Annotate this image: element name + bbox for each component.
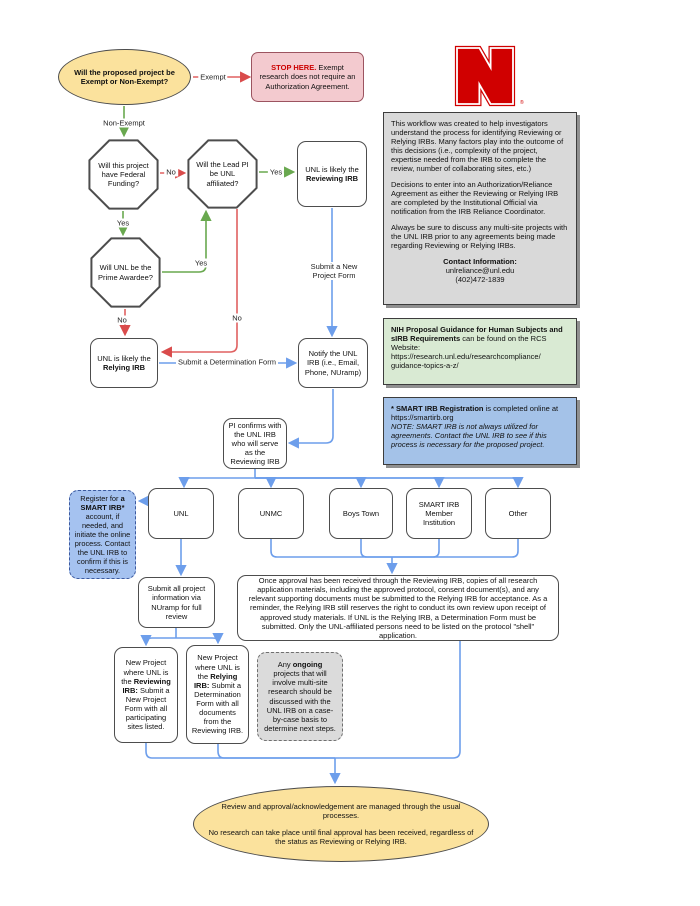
approval-note-node: [237, 575, 559, 641]
ongoing-rest: projects that will involve multi-site research should be discussed with the UNL IRB on a case-by-case basis to determine next steps.: [264, 669, 336, 733]
edge-label-exempt: Exempt: [200, 72, 226, 82]
reviewing-irb-pre: UNL is likely the: [305, 164, 359, 174]
edge-label-non-exempt: Non-Exempt: [103, 118, 145, 128]
contact-phone: (402)472-1839: [455, 275, 505, 284]
ongoing-projects-note: [257, 652, 343, 741]
federal-funding-decision: [88, 139, 159, 210]
approval-note-text: Once approval has been received through the Reviewing IRB, copies of all research application materials, including the approved protocol, consent document(s), and any relevant supporting documents must be submitted to the Relying IRB for acceptance. As a reminder, the Relying IRB still reserves the right to conduct its own review upon receipt of approved study materials. If UNL is the Relying IRB, a Determination Form must be submitted. Only the UNL-affiliated persons need to be listed on the protocol "shell" application.: [248, 576, 548, 640]
smart-irb-url: https://smartirb.org: [391, 413, 454, 422]
ongoing-projects-text: [264, 660, 336, 733]
nebraska-n-icon: [450, 44, 520, 108]
info-paragraph-2: Decisions to enter into an Authorization/Reliance Agreement as either the Reviewing or Relying IRB are completed by the Institutional Official via notification from the IRB Reliance Coordinator.: [391, 180, 559, 216]
nprel-rest: Submit a Determination Form with all documents from the Reviewing IRB.: [191, 680, 244, 736]
reviewing-irb-label: [302, 165, 362, 183]
edge-label-yes-federal: Yes: [116, 218, 130, 228]
edge-label-submit-new-project: Submit a New Project Form: [305, 262, 363, 280]
nih-url-line2: guidance-topics-a-z/: [391, 361, 459, 370]
institution-boys-town-label: Boys Town: [342, 508, 380, 518]
relying-irb-label: [95, 354, 153, 372]
notify-unl-irb-node: [298, 338, 368, 388]
contact-email: unlreliance@unl.edu: [445, 266, 515, 275]
relying-irb-pre: UNL is likely the: [97, 353, 151, 363]
federal-funding-label: Will this project have Federal Funding?: [98, 160, 149, 189]
register-pre: Register for: [80, 493, 121, 503]
start-node: [58, 49, 191, 105]
reviewing-irb-node: [297, 141, 367, 207]
final-line1: Review and approval/acknowledgement are managed through the usual processes.: [221, 802, 461, 821]
lead-pi-label: Will the Lead PI be UNL affiliated?: [196, 160, 249, 188]
info-paragraph-3: Always be sure to discuss any multi-site projects with the UNL IRB prior to any agreements being made regarding Reviewing or Relying IRBs.: [391, 223, 568, 250]
smart-irb-bold: * SMART IRB Registration: [391, 404, 484, 413]
ongoing-pre: Any: [277, 659, 293, 669]
new-project-reviewing-node: [114, 647, 178, 743]
final-node-text: [206, 802, 476, 846]
new-project-relying-text: [191, 653, 244, 735]
institution-other: [485, 488, 551, 539]
institution-unl-label: UNL: [173, 508, 189, 518]
registered-trademark-mark: ®: [520, 100, 524, 106]
edge-label-no-lead: No: [232, 313, 242, 323]
edge-label-yes-lead: Yes: [269, 167, 283, 177]
institution-smart-irb-label: SMART IRB Member Institution: [418, 499, 460, 528]
nih-guidance-bold: NIH Proposal Guidance for Human Subjects and sIRB Requirements: [391, 325, 563, 343]
stop-here-rest: Exempt research does not require an Authorization Agreement.: [259, 63, 356, 91]
smart-irb-text: [391, 404, 569, 413]
reviewing-irb-bold: Reviewing IRB: [305, 174, 359, 183]
nprel-bold: Relying IRB:: [193, 671, 238, 690]
nih-guidance-text: [391, 325, 569, 352]
final-node: [193, 786, 489, 862]
relying-irb-bold: Relying IRB: [102, 363, 146, 372]
smart-irb-note: NOTE: SMART IRB is not always utilized for agreements. Contact the UNL IRB to see if this process is necessary for the proposed project.: [391, 422, 547, 449]
edge-label-no-federal: No: [166, 167, 176, 177]
institution-unmc-label: UNMC: [259, 508, 283, 518]
smart-irb-rest: is completed online at: [483, 404, 559, 413]
stop-here-label: [258, 63, 357, 90]
register-rest: account, if needed, and initiate the online process. Contact the UNL IRB to confirm if this is necessary.: [74, 511, 131, 576]
final-line2: No research can take place until final approval has been received, regardless of the status as Reviewing or Relying IRB.: [208, 827, 474, 846]
contact-heading: Contact Information:: [443, 257, 517, 266]
stop-here-bold: STOP HERE.: [271, 63, 317, 73]
notify-unl-irb-label: Notify the UNL IRB (i.e., Email, Phone, NUramp): [304, 349, 362, 377]
institution-boys-town: [329, 488, 393, 539]
register-smart-irb-note: [69, 490, 136, 579]
edge-label-submit-determination: Submit a Determination Form: [178, 357, 276, 367]
pi-confirms-label: PI confirms with the UNL IRB who will serve as the Reviewing IRB: [228, 420, 282, 467]
pi-confirms-node: [223, 418, 287, 469]
prime-awardee-decision: [90, 237, 161, 308]
nih-guidance-rest: can be found on the RCS Website:: [391, 334, 547, 352]
register-bold: a SMART IRB*: [80, 493, 125, 512]
npr-rest: Submit a New Project Form with all participating sites listed.: [124, 685, 170, 732]
info-paragraph-1: This workflow was created to help investigators understand the process for identifying Reviewing or Relying IRBs. Many factors play into the outcome of this decisions (i.e., complexity of the project, expertise needed from the IRB to complete the review, number of collaborating sites, etc.): [391, 119, 564, 173]
start-node-label: Will the proposed project be Exempt or Non-Exempt?: [74, 67, 175, 86]
institution-smart-irb: [406, 488, 472, 539]
ongoing-bold: ongoing: [292, 659, 323, 669]
lead-pi-decision: [187, 139, 258, 209]
relying-irb-node: [90, 338, 158, 388]
institution-unl: [148, 488, 214, 539]
submit-all-label: Submit all project information via NUramp for full review: [147, 584, 206, 621]
nih-url-line1: https://research.unl.edu/researchcompliance/: [391, 352, 541, 361]
new-project-relying-node: [186, 645, 249, 744]
nprel-pre: New Project where UNL is the: [195, 653, 240, 681]
edge-label-yes-prime: Yes: [194, 258, 208, 268]
nebraska-n-logo: [450, 44, 520, 108]
register-smart-irb-text: [74, 494, 131, 575]
new-project-reviewing-text: [119, 658, 173, 731]
smart-irb-registration-box: [383, 397, 577, 465]
edge-label-no-prime: No: [117, 315, 127, 325]
prime-awardee-label: Will UNL be the Prime Awardee?: [98, 263, 153, 282]
institution-unmc: [238, 488, 304, 539]
institution-other-label: Other: [508, 508, 528, 518]
stop-here-node: [251, 52, 364, 102]
workflow-info-box: [383, 112, 577, 305]
submit-all-node: [138, 577, 215, 628]
npr-pre: New Project where UNL is the: [121, 658, 169, 686]
nih-guidance-box: [383, 318, 577, 385]
npr-bold: Reviewing IRB:: [122, 676, 171, 695]
